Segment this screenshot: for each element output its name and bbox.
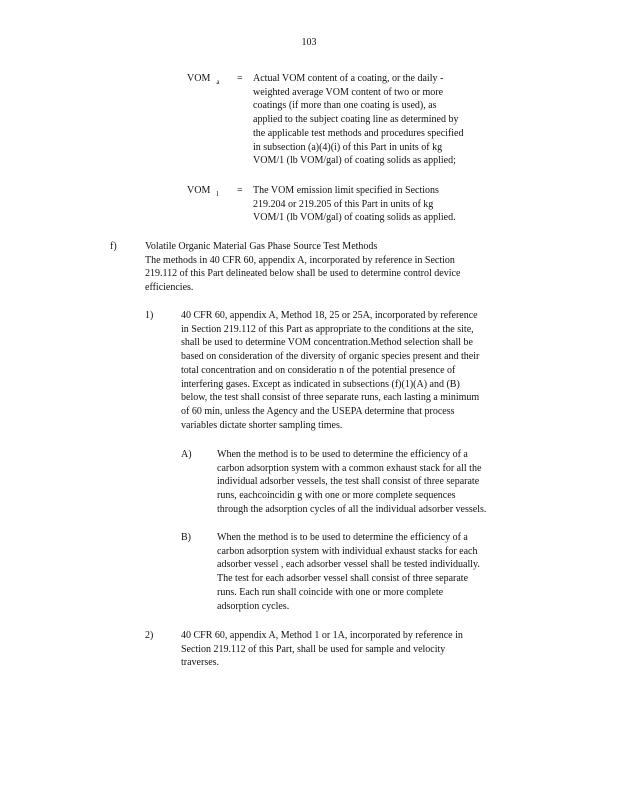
definition-line: in subsection (a)(4)(i) of this Part in units of kg	[253, 141, 443, 153]
subitem-marker: B)	[181, 532, 191, 543]
definition-equals-sign: =	[237, 73, 243, 84]
definition-equals-sign: =	[237, 185, 243, 196]
definition-line: 219.204 or 219.205 of this Part in units of kg	[253, 198, 434, 210]
subitem-line: The test for each adsorber vessel shall consist of three separate	[217, 573, 469, 585]
item-2-text	[181, 629, 561, 670]
subitem-line: adsorption cycles.	[217, 600, 290, 612]
item-line: shall be used to determine VOM concentration.Method selection shall be	[181, 337, 473, 349]
definition-line: VOM/1 (lb VOM/gal) of coating solids as applied;	[253, 155, 456, 167]
section-body-line: efficiencies.	[145, 282, 194, 294]
subitem-line: carbon adsorption system with a common exhaust stack for all the	[217, 462, 482, 474]
definition-term-subscript: l	[216, 190, 219, 198]
section-body-line: The methods in 40 CFR 60, appendix A, incorporated by reference in Section	[145, 254, 455, 266]
definition-line: Actual VOM content of a coating, or the daily -	[253, 73, 444, 84]
definition-line: applied to the subject coating line as determined by	[253, 114, 459, 126]
subitem-a-text	[217, 448, 557, 517]
definition-term-vom-l	[187, 184, 218, 202]
section-body-line: 219.112 of this Part delineated below shall be used to determine control device	[145, 268, 461, 280]
definition-line: the applicable test methods and procedures specified	[253, 127, 464, 139]
item-line: below, the test shall consist of three separate runs, each lasting a minimum	[181, 392, 480, 404]
subitem-line: runs, eachcoincidin g with one or more complete sequences	[217, 490, 456, 502]
definition-line: VOM/1 (lb VOM/gal) of coating solids as applied.	[253, 212, 456, 224]
subitem-line: individual adsorber vessels, the test shall consist of three separate	[217, 476, 480, 488]
subitem-line: runs. Each run shall coincide with one or more complete	[217, 586, 444, 598]
item-line: in Section 219.112 of this Part as appropriate to the conditions at the site,	[181, 323, 474, 335]
subitem-line: adsorber vessel , each adsorber vessel shall be tested individually.	[217, 559, 480, 571]
definition-line: The VOM emission limit specified in Sections	[253, 185, 439, 196]
item-line: traverses.	[181, 657, 220, 669]
item-line: interfering gases. Except as indicated in subsections (f)(1)(A) and (B)	[181, 378, 460, 390]
item-line: 40 CFR 60, appendix A, Method 1 or 1A, incorporated by reference in	[181, 630, 463, 641]
subitem-line: carbon adsorption system with individual exhaust stacks for each	[217, 545, 478, 557]
item-line: Section 219.112 of this Part, shall be used for sample and velocity	[181, 643, 446, 655]
item-marker: 1)	[145, 310, 154, 321]
section-f-text	[145, 240, 565, 295]
item-line: variables dictate shorter sampling times.	[181, 419, 343, 431]
item-line: 40 CFR 60, appendix A, Method 18, 25 or 25A, incorporated by reference	[181, 310, 478, 321]
section-heading: Volatile Organic Material Gas Phase Source Test Methods	[145, 241, 378, 252]
page-number: 103	[301, 37, 317, 48]
section-marker: f)	[110, 241, 117, 252]
definition-line: coatings (if more than one coating is used), as	[253, 100, 437, 112]
subitem-line: When the method is to be used to determine the efficiency of a	[217, 449, 468, 460]
subitem-line: When the method is to be used to determine the efficiency of a	[217, 532, 468, 543]
item-marker: 2)	[145, 630, 154, 641]
definition-term-vom-a	[187, 72, 219, 90]
subitem-marker: A)	[181, 449, 192, 460]
item-1-text	[181, 309, 561, 432]
subitem-line: through the adsorption cycles of all the individual adsorber vessels.	[217, 503, 487, 515]
definition-line: weighted average VOM content of two or more	[253, 86, 444, 98]
definition-body-vom-a	[253, 72, 503, 168]
definition-term-subscript: a	[216, 78, 220, 86]
definition-term-text: VOM	[187, 73, 211, 84]
definition-body-vom-l	[253, 184, 503, 225]
item-line: based on consideration of the diversity of organic species present and their	[181, 351, 480, 363]
subitem-b-text	[217, 531, 557, 613]
item-line: total concentration and on consideratio n of the potential presence of	[181, 364, 456, 376]
item-line: of 60 min, unless the Agency and the USEPA determine that process	[181, 405, 455, 417]
definition-term-text: VOM	[187, 185, 211, 196]
